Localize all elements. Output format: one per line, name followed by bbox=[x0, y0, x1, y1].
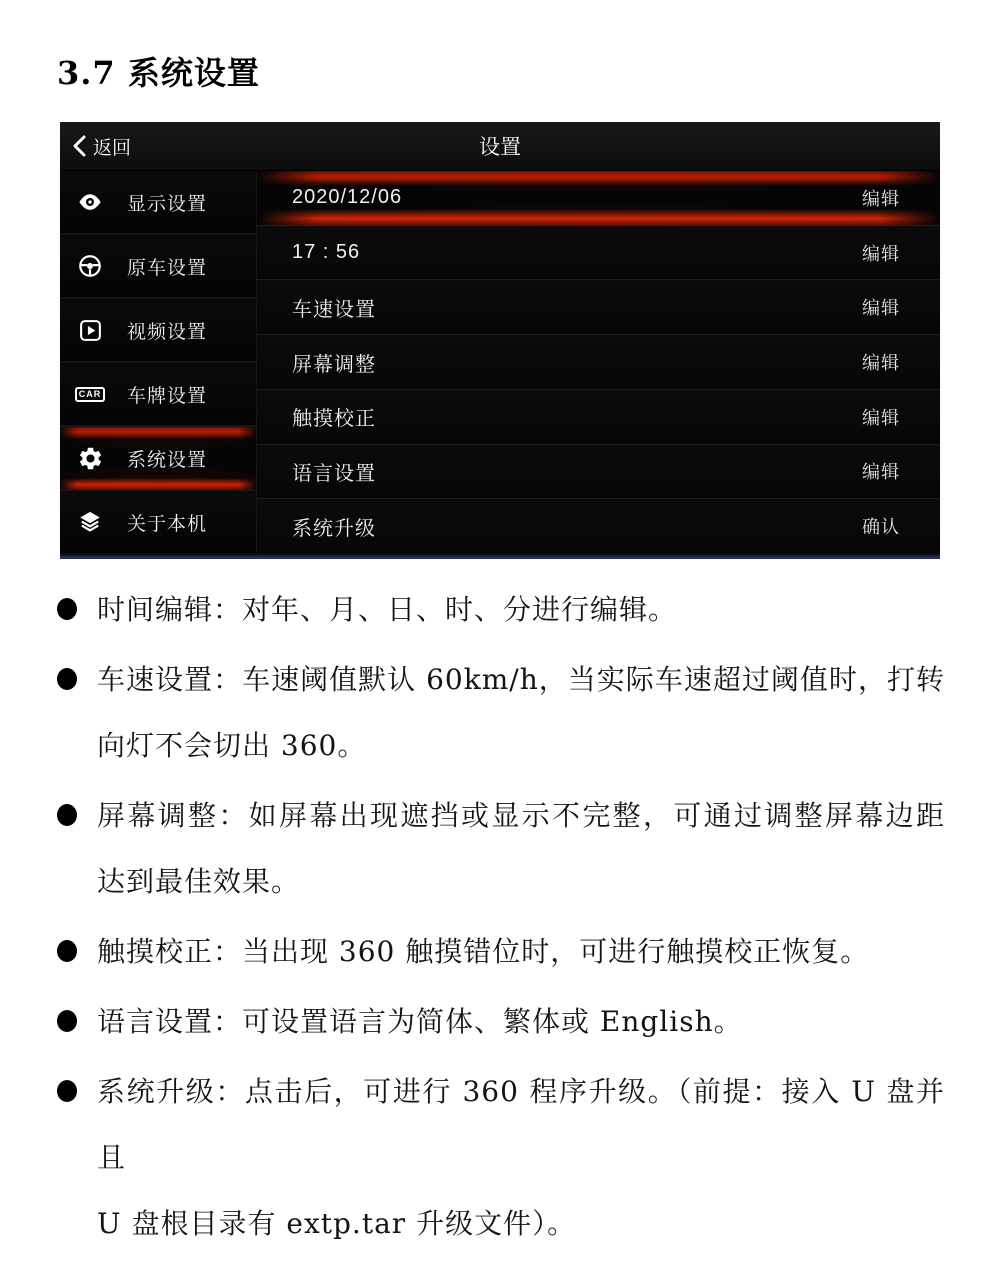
edit-button[interactable]: 编辑 bbox=[862, 353, 900, 374]
sidebar-item-label: 视频设置 bbox=[127, 321, 208, 343]
edit-button[interactable]: 编辑 bbox=[862, 243, 900, 264]
device-main bbox=[60, 171, 940, 553]
license-plate-icon bbox=[76, 380, 104, 408]
settings-row-touch-calibration[interactable] bbox=[257, 390, 940, 445]
row-label: 屏幕调整 bbox=[292, 353, 376, 376]
confirm-button[interactable]: 确认 bbox=[862, 517, 900, 538]
bullet-marker bbox=[57, 668, 77, 690]
edit-button[interactable]: 编辑 bbox=[862, 188, 900, 209]
bullet-text: U 盘根目录有 extp.tar 升级文件）。 bbox=[97, 1207, 577, 1240]
bullet-text: 屏幕调整：如屏幕出现遮挡或显示不完整，可通过调整屏幕边距 bbox=[97, 799, 945, 832]
sidebar-item-about-device[interactable] bbox=[60, 491, 256, 553]
row-label: 系统升级 bbox=[292, 517, 376, 540]
selection-glow-bottom bbox=[60, 478, 256, 490]
gear-icon bbox=[76, 444, 104, 472]
bullet-item-time-edit bbox=[57, 577, 945, 643]
settings-row-speed[interactable] bbox=[257, 280, 940, 335]
bullet-list bbox=[57, 577, 945, 1261]
row-label: 17 : 56 bbox=[292, 241, 361, 264]
bullet-text: 系统升级：点击后，可进行 360 程序升级。（前提：接入 U 盘并且 bbox=[97, 1075, 945, 1174]
settings-row-system-upgrade[interactable] bbox=[257, 499, 940, 553]
bullet-marker bbox=[57, 804, 77, 826]
row-label: 触摸校正 bbox=[292, 408, 376, 431]
settings-list bbox=[257, 171, 940, 553]
row-label: 车速设置 bbox=[292, 298, 376, 321]
license-plate-text: CAR bbox=[75, 387, 106, 402]
settings-row-time[interactable] bbox=[257, 226, 940, 281]
bullet-text: 向灯不会切出 360。 bbox=[97, 729, 367, 762]
bullet-marker bbox=[57, 1010, 77, 1032]
layers-icon bbox=[76, 508, 104, 536]
video-play-icon bbox=[76, 316, 104, 344]
sidebar-item-display-settings[interactable] bbox=[60, 171, 256, 235]
bullet-item-screen-adjust bbox=[57, 783, 945, 915]
page-title: 设置 bbox=[479, 136, 521, 159]
edit-button[interactable]: 编辑 bbox=[862, 407, 900, 428]
settings-sidebar bbox=[60, 171, 257, 553]
settings-row-date[interactable] bbox=[257, 171, 940, 226]
edit-button[interactable]: 编辑 bbox=[862, 462, 900, 483]
bullet-text: 达到最佳效果。 bbox=[97, 865, 301, 898]
bullet-text: 时间编辑：对年、月、日、时、分进行编辑。 bbox=[97, 593, 678, 626]
sidebar-item-license-plate-settings[interactable] bbox=[60, 363, 256, 427]
sidebar-item-label: 关于本机 bbox=[127, 513, 208, 535]
section-heading: 3.7 系统设置 bbox=[57, 54, 260, 92]
back-label: 返回 bbox=[93, 137, 132, 159]
sidebar-item-label: 显示设置 bbox=[127, 193, 208, 215]
selection-glow-bottom bbox=[257, 209, 940, 226]
sidebar-item-label: 原车设置 bbox=[127, 257, 208, 279]
sidebar-item-video-settings[interactable] bbox=[60, 299, 256, 363]
bullet-marker bbox=[57, 1080, 77, 1102]
sidebar-item-label: 系统设置 bbox=[127, 449, 208, 471]
bullet-text: 触摸校正：当出现 360 触摸错位时，可进行触摸校正恢复。 bbox=[97, 935, 870, 968]
bullet-item-touch-calibration bbox=[57, 919, 945, 985]
edit-button[interactable]: 编辑 bbox=[862, 298, 900, 319]
settings-row-screen-adjust[interactable] bbox=[257, 335, 940, 390]
steering-wheel-icon bbox=[76, 252, 104, 280]
bullet-marker bbox=[57, 940, 77, 962]
bullet-item-system-upgrade bbox=[57, 1059, 945, 1257]
row-label: 2020/12/06 bbox=[292, 186, 403, 209]
row-label: 语言设置 bbox=[292, 462, 376, 485]
bullet-marker bbox=[57, 598, 77, 620]
settings-row-language[interactable] bbox=[257, 445, 940, 500]
device-topbar bbox=[60, 122, 940, 171]
bullet-item-speed-setting bbox=[57, 647, 945, 779]
sidebar-item-original-car-settings[interactable] bbox=[60, 235, 256, 299]
bullet-item-language-setting bbox=[57, 989, 945, 1055]
selection-glow-top bbox=[60, 427, 256, 439]
eye-icon bbox=[76, 188, 104, 216]
settings-screen bbox=[60, 122, 940, 558]
bullet-text: 语言设置：可设置语言为简体、繁体或 English。 bbox=[97, 1005, 743, 1038]
sidebar-item-system-settings[interactable] bbox=[60, 427, 256, 491]
device-bottom-strip bbox=[60, 553, 940, 559]
bullet-text: 车速设置：车速阈值默认 60km/h，当实际车速超过阈值时，打转 bbox=[97, 663, 945, 696]
selection-glow-top bbox=[257, 171, 940, 186]
sidebar-item-label: 车牌设置 bbox=[127, 385, 208, 407]
